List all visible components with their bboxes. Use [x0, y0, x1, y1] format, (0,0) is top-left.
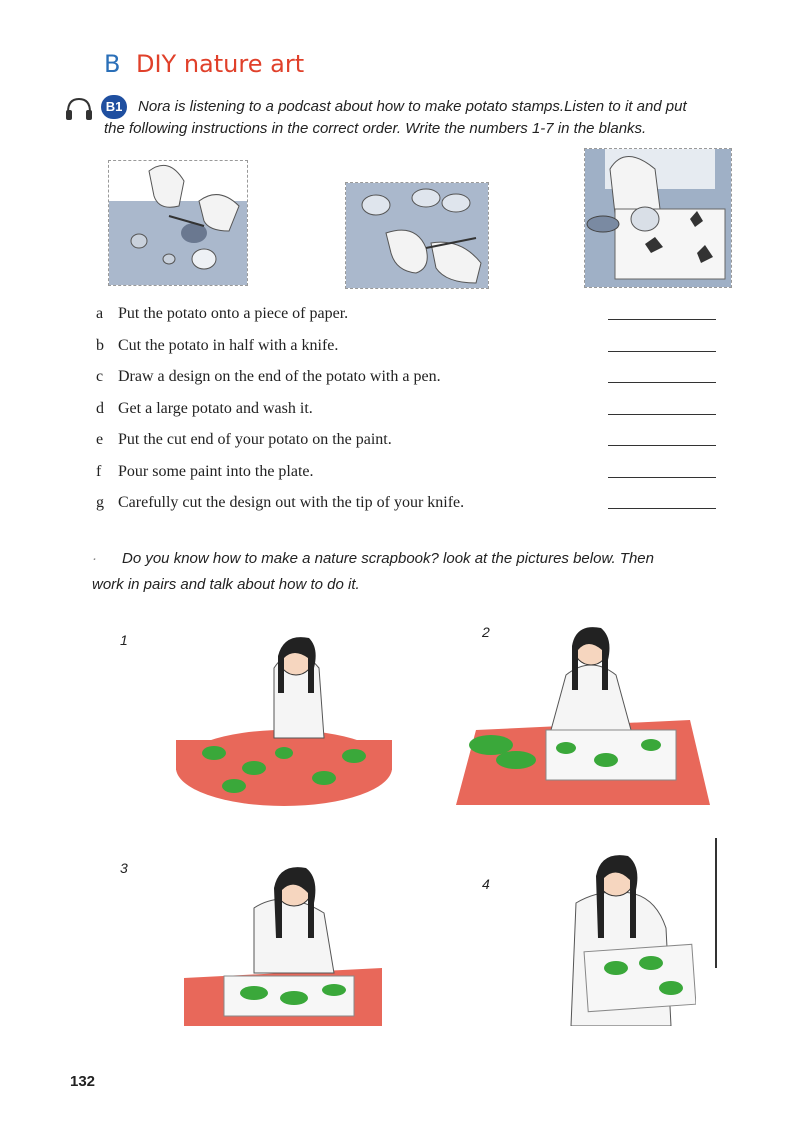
step-item-e [96, 431, 736, 463]
step-text: Carefully cut the design out with the tip of your knife. [118, 494, 465, 511]
step-text: Draw a design on the end of the potato with a pen. [118, 368, 441, 385]
headphones-icon[interactable] [64, 96, 94, 122]
instruction-line-1: Do you know how to make a nature scrapbook? look at the pictures below. Then [122, 550, 654, 567]
answer-blank[interactable] [608, 319, 716, 320]
step-letter: f [96, 462, 102, 480]
instruction-line-2: work in pairs and talk about how to do it. [92, 576, 360, 593]
step-item-d [96, 400, 736, 432]
step-text: Pour some paint into the plate. [118, 462, 314, 480]
scrapbook-instructions [92, 546, 752, 598]
step-letter: e [96, 431, 104, 448]
answer-blank[interactable] [608, 351, 716, 352]
illustration-arranging-leaves [456, 620, 710, 805]
listening-instructions [104, 96, 764, 140]
step-item-b [96, 337, 736, 369]
section-letter: B [104, 50, 121, 78]
section-title: DIY nature art [136, 50, 305, 78]
step-letter: c [96, 368, 104, 385]
step-item-g [96, 494, 736, 526]
step-letter: d [96, 399, 104, 417]
instruction-steps [96, 305, 736, 526]
step-item-c [96, 368, 736, 400]
picture-number-4: 4 [482, 876, 490, 892]
answer-blank[interactable] [608, 382, 716, 383]
illustration-gluing-leaves [184, 858, 382, 1026]
edge-divider [715, 838, 717, 968]
step-letter: a [96, 305, 104, 322]
track-badge: B1 [101, 95, 127, 119]
instruction-line-2: the following instructions in the correct order. Write the numbers 1-7 in the blanks. [104, 120, 647, 137]
photo-cutting-potato [108, 160, 248, 286]
picture-number-3: 3 [120, 860, 128, 876]
answer-blank[interactable] [608, 508, 716, 509]
step-text: Put the potato onto a piece of paper. [118, 305, 349, 322]
step-text: Put the cut end of your potato on the paint. [118, 431, 392, 448]
illustration-showing-scrapbook [556, 848, 696, 1026]
step-text: Get a large potato and wash it. [118, 399, 313, 417]
picture-number-1: 1 [120, 632, 128, 648]
step-item-f [96, 463, 736, 495]
page-number: 132 [70, 1073, 96, 1090]
step-text: Cut the potato in half with a knife. [118, 336, 339, 354]
step-item-a [96, 305, 736, 337]
step-letter: g [96, 494, 104, 511]
instruction-line-1: Nora is listening to a podcast about how to make potato stamps.Listen to it and put [138, 98, 687, 115]
answer-blank[interactable] [608, 445, 716, 446]
answer-blank[interactable] [608, 414, 716, 415]
photo-stamping-paper [584, 148, 732, 288]
step-letter: b [96, 336, 104, 354]
picture-number-2: 2 [482, 624, 490, 640]
bullet-marker: · [92, 550, 97, 567]
answer-blank[interactable] [608, 477, 716, 478]
photo-drawing-design [345, 182, 489, 289]
illustration-picking-leaves [174, 628, 396, 808]
